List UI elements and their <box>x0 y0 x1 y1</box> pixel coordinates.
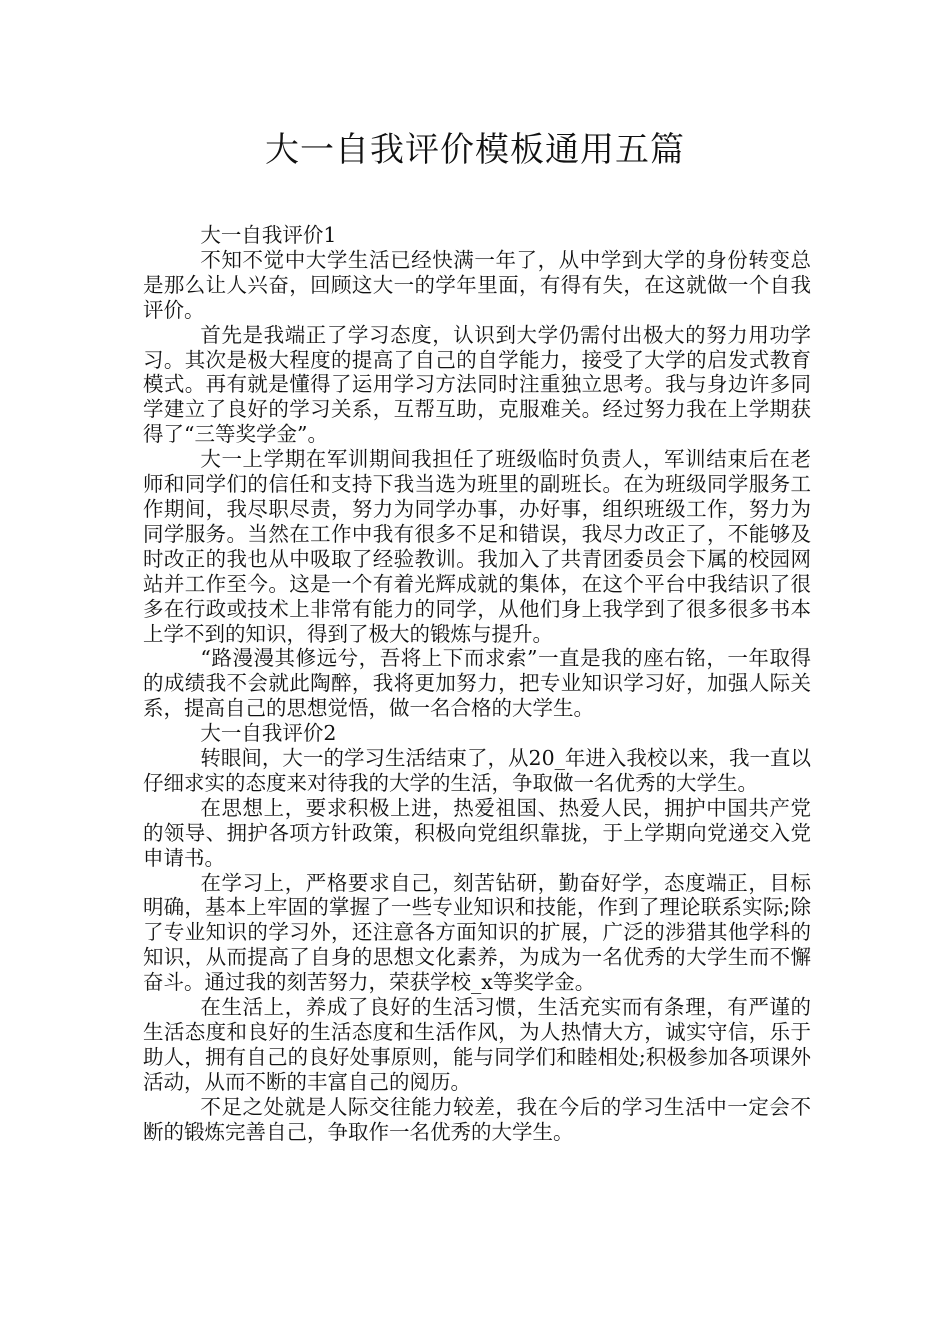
paragraph: 首先是我端正了学习态度，认识到大学仍需付出极大的努力用功学习。其次是极大程度的提高了自己的自学能力，接受了大学的启发式教育模式。再有就是懂得了运用学习方法同时注重独立思考。我与身边许多同学建立了良好的学习关系，互帮互助，克服难关。经过努力我在上学期获得了“三等奖学金”。 <box>143 322 811 447</box>
section-heading: 大一自我评价1 <box>200 223 337 247</box>
paragraph: 不足之处就是人际交往能力较差，我在今后的学习生活中一定会不断的锻炼完善自己，争取作一名优秀的大学生。 <box>143 1094 811 1144</box>
document-title: 大一自我评价模板通用五篇 <box>265 130 685 170</box>
paragraph: 在生活上，养成了良好的生活习惯，生活充实而有条理，有严谨的生活态度和良好的生活态度和生活作风，为人热情大方，诚实守信，乐于助人，拥有自己的良好处事原则，能与同学们和睦相处;积极参加各项课外活动，从而不断的丰富自己的阅历。 <box>143 995 811 1094</box>
paragraph: 在学习上，严格要求自己，刻苦钻研，勤奋好学，态度端正，目标明确，基本上牢固的掌握了一些专业知识和技能，作到了理论联系实际;除了专业知识的学习外，还注意各方面知识的扩展，广泛的涉猎其他学科的知识，从而提高了自身的思想文化素养，为成为一名优秀的大学生而不懈奋斗。通过我的刻苦努力，荣获学校_x等奖学金。 <box>143 870 811 995</box>
paragraph: 大一上学期在军训期间我担任了班级临时负责人，军训结束后在老师和同学们的信任和支持下我当选为班里的副班长。在为班级同学服务工作期间，我尽职尽责，努力为同学办事，办好事，组织班级工作，努力为同学服务。当然在工作中我有很多不足和错误，我尽力改正了，不能够及时改正的我也从中吸取了经验教训。我加入了共青团委员会下属的校园网站并工作至今。这是一个有着光辉成就的集体，在这个平台中我结识了很多在行政或技术上非常有能力的同学，从他们身上我学到了很多很多书本上学不到的知识，得到了极大的锻炼与提升。 <box>143 447 811 646</box>
paragraph: 不知不觉中大学生活已经快满一年了，从中学到大学的身份转变总是那么让人兴奋，回顾这大一的学年里面，有得有失，在这就做一个自我评价。 <box>143 247 811 322</box>
document-body <box>143 223 811 1145</box>
paragraph: 在思想上，要求积极上进，热爱祖国、热爱人民，拥护中国共产党的领导、拥护各项方针政策，积极向党组织靠拢，于上学期向党递交入党申请书。 <box>143 795 811 870</box>
section-heading: 大一自我评价2 <box>200 721 337 746</box>
paragraph: “路漫漫其修远兮，吾将上下而求索”一直是我的座右铭，一年取得的成绩我不会就此陶醉，我将更加努力，把专业知识学习好，加强人际关系，提高自己的思想觉悟，做一名合格的大学生。 <box>143 646 811 721</box>
paragraph: 转眼间，大一的学习生活结束了，从20_年进入我校以来，我一直以仔细求实的态度来对待我的大学的生活，争取做一名优秀的大学生。 <box>143 746 811 795</box>
